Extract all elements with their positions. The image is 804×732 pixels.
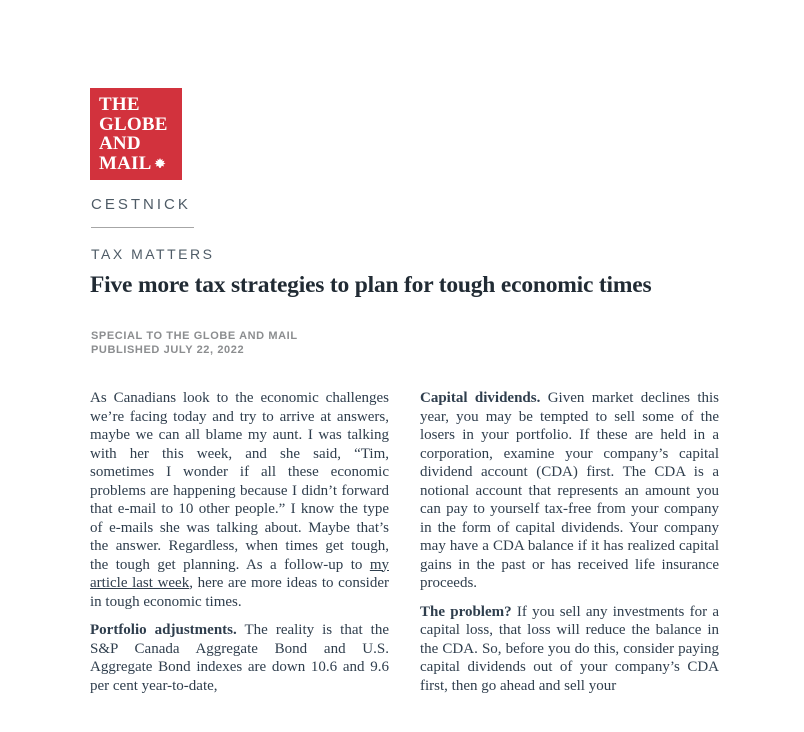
logo-line-and: AND <box>99 133 141 154</box>
article-body <box>90 389 720 732</box>
logo-line-mail: MAIL <box>99 154 182 174</box>
intro-text-end: , here are more ideas to consider in tough economic times. <box>90 575 389 610</box>
capital-dividends-text: Given market declines this year, you may be tempted to sell some of the losers in your portfolio. If these are held in a corporation, examine your company’s capital dividend account (CDA) first. The CDA is a notional account that represents an amount you can pay to yourself tax-free from your company in the form of capital dividends. Your company may have a CDA balance if it has realized capital gains in the past or has received life insurance proceeds. <box>420 390 719 591</box>
globe-and-mail-logo <box>90 88 182 180</box>
right-column <box>420 389 719 732</box>
section-label: TAX MATTERS <box>91 246 215 262</box>
portfolio-adjustments-text: The reality is that the S&P Canada Aggregate Bond and U.S. Aggregate Bond indexes are down 10.6 and 9.6 per cent year-to-date, <box>90 622 389 694</box>
byline-block <box>91 330 298 357</box>
intro-text: As Canadians look to the economic challenges we’re facing today and try to arrive at answers, maybe we can all blame my aunt. I was talking with her this week, and she said, “Tim, sometimes I wonder if all these economic problems are happening because I didn’t forward that e-mail to 10 other people.” I know the type of e-mails she was talking about. Maybe that’s the answer. Regardless, when times get tough, the tough get planning. As a follow-up to <box>90 390 389 573</box>
portfolio-adjustments-lead: Portfolio adjustments. <box>90 622 237 638</box>
paragraph-intro <box>90 389 389 611</box>
maple-leaf-icon <box>154 154 166 174</box>
article-headline: Five more tax strategies to plan for tough economic times <box>90 272 652 298</box>
the-problem-lead: The problem? <box>420 603 512 620</box>
paragraph-capital-dividends <box>420 389 719 593</box>
left-column <box>90 389 389 732</box>
logo-line-the: THE <box>99 94 140 115</box>
paragraph-portfolio-adjustments <box>90 621 389 695</box>
publish-date: PUBLISHED JULY 22, 2022 <box>91 343 245 356</box>
logo-line-globe: GLOBE <box>99 113 168 135</box>
capital-dividends-lead: Capital dividends. <box>420 390 541 406</box>
article-credit: SPECIAL TO THE GLOBE AND MAIL <box>91 330 298 342</box>
paragraph-the-problem <box>420 603 719 696</box>
my-article-last-week-link[interactable]: my article last week <box>90 556 389 591</box>
divider-rule <box>91 227 194 228</box>
author-name: CESTNICK <box>91 196 191 213</box>
the-problem-text: If you sell any investments for a capital loss, that loss will reduce the balance in the CDA. So, before you do this, consider paying capital dividends out of your company’s CDA first, then go ahead and sell your <box>420 603 719 694</box>
